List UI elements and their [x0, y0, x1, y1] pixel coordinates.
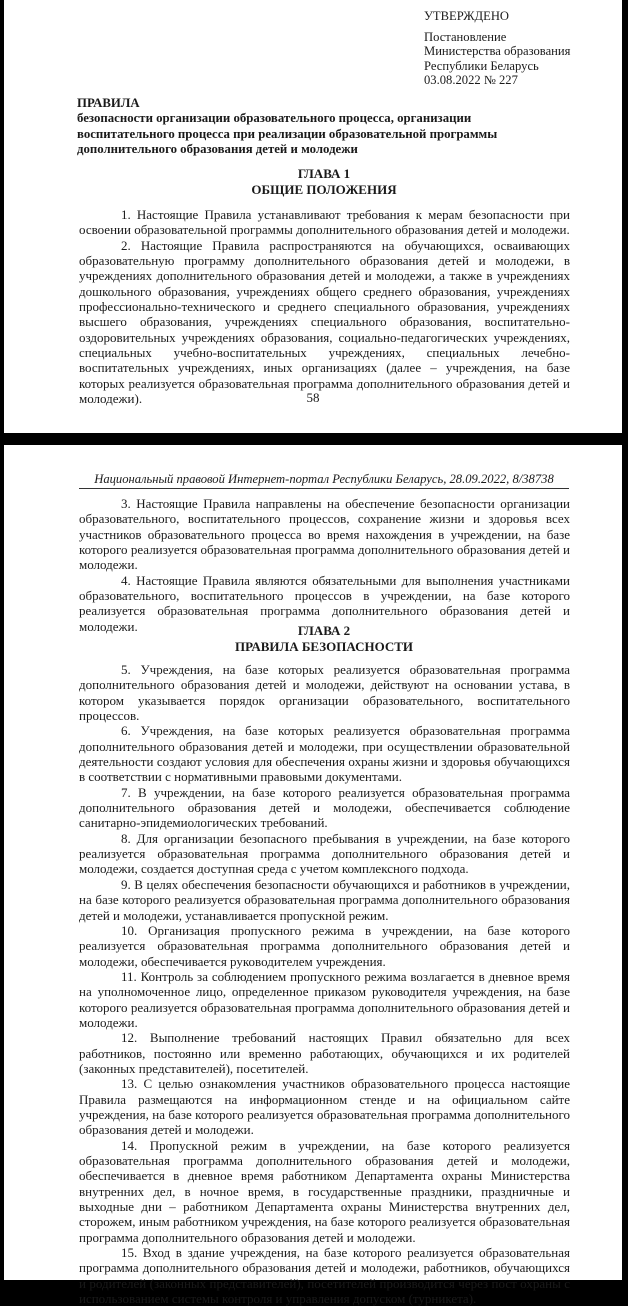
page-separator: [0, 433, 628, 445]
title-line: дополнительного образования детей и молодежи: [77, 141, 358, 156]
paragraph: 7. В учреждении, на базе которого реализуется образовательная программа дополнительного образования детей и молодежи, обеспечивается соблюдение санитарно-эпидемиологических требований.: [79, 784, 570, 831]
chapter-1-heading: [79, 166, 569, 197]
paragraph: 15. Вход в здание учреждения, на базе которого реализуется образовательная программа дополнительного образования детей и молодежи, работников, обучающихся и родителей (законных представителей), посетителей производится через пост охраны с использованием системы контроля и управления допуском (турникета).: [79, 1245, 570, 1306]
document-title: [77, 96, 597, 157]
paragraph: 2. Настоящие Правила распространяются на обучающихся, осваивающих образовательную программу дополнительного образования детей и молодежи, в учреждениях дополнительного образования детей и молодежи, а также в учреждениях дошкольного образования, учреждениях общего среднего образования, учреждениях профессионально-технического и среднего специального образования, учреждениях высшего образования, учреждениях специального образования, воспитательно-оздоровительных учреждениях образования, социально-педагогических учреждениях, специальных учебно-воспитательных учреждениях, специальных лечебно-воспитательных учреждениях, иных организациях (далее – учреждения, на базе которых реализуется образовательная программа дополнительного образования детей и молодежи).: [79, 237, 570, 407]
paragraph: 12. Выполнение требований настоящих Правил обязательно для всех работников, постоянно или временно работающих, обучающихся и их родителей (законных представителей), посетителей.: [79, 1030, 570, 1076]
paragraph: 11. Контроль за соблюдением пропускного режима возлагается в дневное время на уполномоченное лицо, определенное приказом руководителя учреждения, на базе которого реализуется образовательная программа дополнительного образования детей и молодежи.: [79, 968, 570, 1030]
chapter-1-body-continued: [79, 496, 570, 634]
approval-line: Республики Беларусь: [424, 58, 539, 73]
paragraph: 6. Учреждения, на базе которых реализуется образовательная программа дополнительного образования детей и молодежи, при осуществлении образовательной деятельности создают условия для обеспечения охраны жизни и здоровья обучающихся в соответствии с нормативными правовыми документами.: [79, 723, 570, 785]
chapter-name: ОБЩИЕ ПОЛОЖЕНИЯ: [251, 181, 397, 197]
chapter-2-heading: [79, 623, 569, 654]
paragraph: 4. Настоящие Правила являются обязательными для выполнения участниками образовательного, воспитательного процессов в учреждении, на базе которого реализуется образовательная программа дополнительного образования детей и молодежи.: [79, 572, 570, 634]
paragraph: 9. В целях обеспечения безопасности обучающихся и работников в учреждении, на базе которого реализуется образовательная программа дополнительного образования детей и молодежи, устанавливается пропускной режим.: [79, 876, 570, 923]
paragraph: 10. Организация пропускного режима в учреждении, на базе которого реализуется образовательная программа дополнительного образования детей и молодежи, обеспечивается руководителем учреждения.: [79, 922, 570, 969]
chapter-number: ГЛАВА 2: [297, 623, 351, 638]
page-number: 58: [306, 390, 320, 405]
approval-line: Постановление: [424, 29, 507, 44]
chapter-number: ГЛАВА 1: [297, 166, 351, 181]
approval-line: 03.08.2022 № 227: [424, 73, 518, 88]
title-line: безопасности организации образовательного процесса, организации: [77, 111, 472, 126]
paragraph: 1. Настоящие Правила устанавливают требования к мерам безопасности при освоении образовательной программы дополнительного образования детей и молодежи.: [79, 207, 570, 238]
document-page-2: [4, 445, 622, 1306]
title-line: воспитательного процесса при реализации образовательной программы: [77, 126, 498, 141]
paragraph: 8. Для организации безопасного пребывания в учреждении, на базе которого реализуется образовательная программа дополнительного образования детей и молодежи, создается доступная среда с учетом комплексного подхода.: [79, 830, 570, 877]
approval-line: Министерства образования: [424, 44, 571, 59]
paragraph: 3. Настоящие Правила направлены на обеспечение безопасности организации образовательного, воспитательного процессов, сохранение жизни и здоровья всех участников образовательного процесса во время нахождения в учреждении, на базе которого реализуется образовательная программа дополнительного образования детей и молодежи.: [79, 496, 570, 573]
paragraph: 13. С целью ознакомления участников образовательного процесса настоящие Правила размещаются на информационном стенде и на официальном сайте учреждения, на базе которого реализуется образовательная программа дополнительного образования детей и молодежи.: [79, 1076, 570, 1138]
document-page-1: [4, 0, 622, 433]
approval-stamp: [424, 9, 570, 88]
portal-header: Национальный правовой Интернет-портал Республики Беларусь, 28.09.2022, 8/38738: [79, 472, 569, 489]
chapter-1-body: [79, 207, 570, 406]
chapter-name: ПРАВИЛА БЕЗОПАСНОСТИ: [234, 638, 414, 654]
chapter-2-body: [79, 662, 570, 1306]
paragraph: 14. Пропускной режим в учреждении, на базе которого реализуется образовательная программа дополнительного образования детей и молодежи, обеспечивается в дневное время работником Департамента охраны Министерства внутренних дел, в ночное время, в государственные праздники, праздничные и выходные дни – работником Департамента охраны Министерства внутренних дел, сторожем, иным работником учреждения, на базе которого реализуется образовательная программа дополнительного образования детей и молодежи.: [79, 1137, 570, 1245]
paragraph: 5. Учреждения, на базе которых реализуется образовательная программа дополнительного образования детей и молодежи, действуют на основании устава, в котором указывается порядок организации образовательного, воспитательного процессов.: [79, 662, 570, 724]
title-main: ПРАВИЛА: [77, 96, 140, 110]
approval-heading: УТВЕРЖДЕНО: [424, 9, 510, 23]
